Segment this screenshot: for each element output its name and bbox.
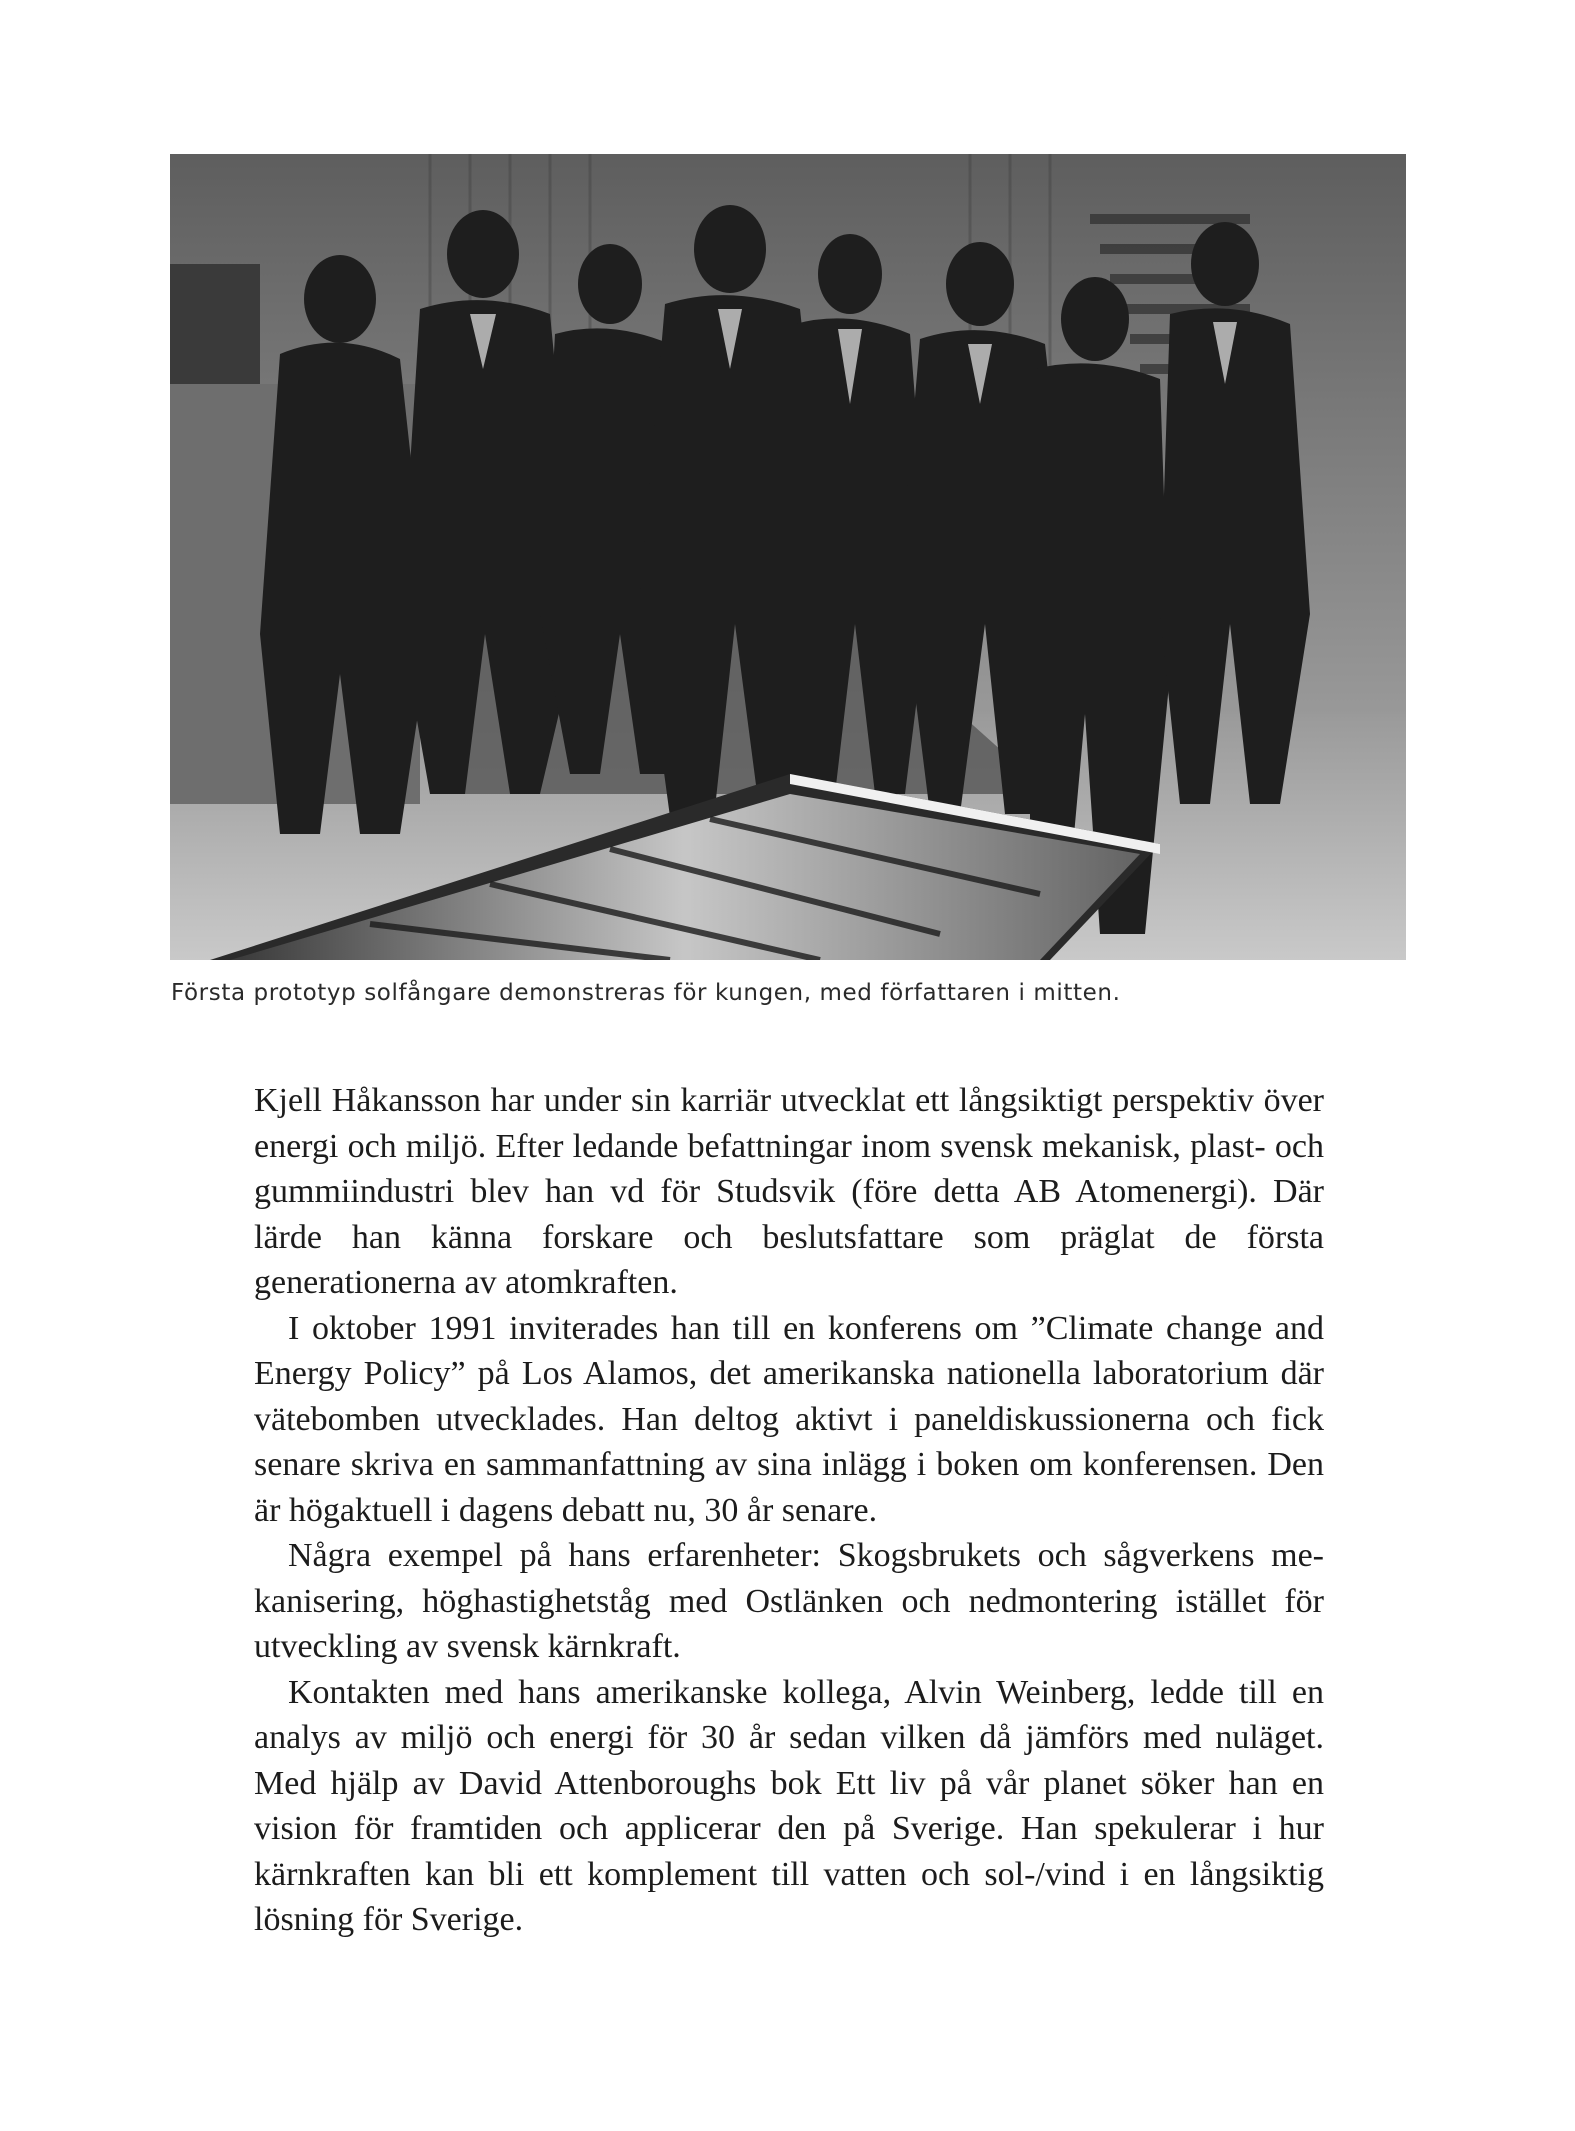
body-text xyxy=(254,1078,1324,1943)
photograph-illustration xyxy=(170,154,1406,960)
paragraph-2: I oktober 1991 inviterades han till en konferens om ”Climate change and Energy Policy” på Los Alamos, det amerikanska nationella laboratorium där vätebomben utvecklades. Han deltog aktivt i paneldiskussionerna och fick senare skriva en sammanfattning av sina inlägg i boken om konferensen. Den är högaktuell i dagens debatt nu, 30 år senare. xyxy=(254,1309,1324,1529)
photograph xyxy=(170,154,1406,960)
paragraph-1: Kjell Håkansson har under sin karriär utvecklat ett långsiktigt perspektiv över energi och miljö. Efter ledande befattningar inom svensk mekanisk, plast- och gummiindustri blev han vd för Studsvik (före detta AB Atomenergi). Där lärde han känna forskare och beslutsfattare som präglat de första generationerna av atomkraften. xyxy=(254,1082,1324,1301)
paragraph-3: Några exempel på hans erfarenheter: Skogsbrukets och sågverkens mekanisering, höghastighetståg med Ostlänken och nedmontering istället för utveckling av svensk kärnkraft. xyxy=(254,1537,1324,1665)
photo-caption: Första prototyp solfångare demonstreras för kungen, med författaren i mitten. xyxy=(171,980,1121,1006)
paragraph-4: Kontakten med hans amerikanske kollega, Alvin Weinberg, ledde till en analys av miljö och energi för 30 år sedan vilken då jämförs med nuläget. Med hjälp av David Attenboroughs bok Ett liv på vår planet söker han en vision för framtiden och applicerar den på Sverige. Han spekulerar i hur kärnkraften kan bli ett komplement till vatten och sol-/vind i en långsiktig lösning för Sverige. xyxy=(254,1673,1324,1938)
